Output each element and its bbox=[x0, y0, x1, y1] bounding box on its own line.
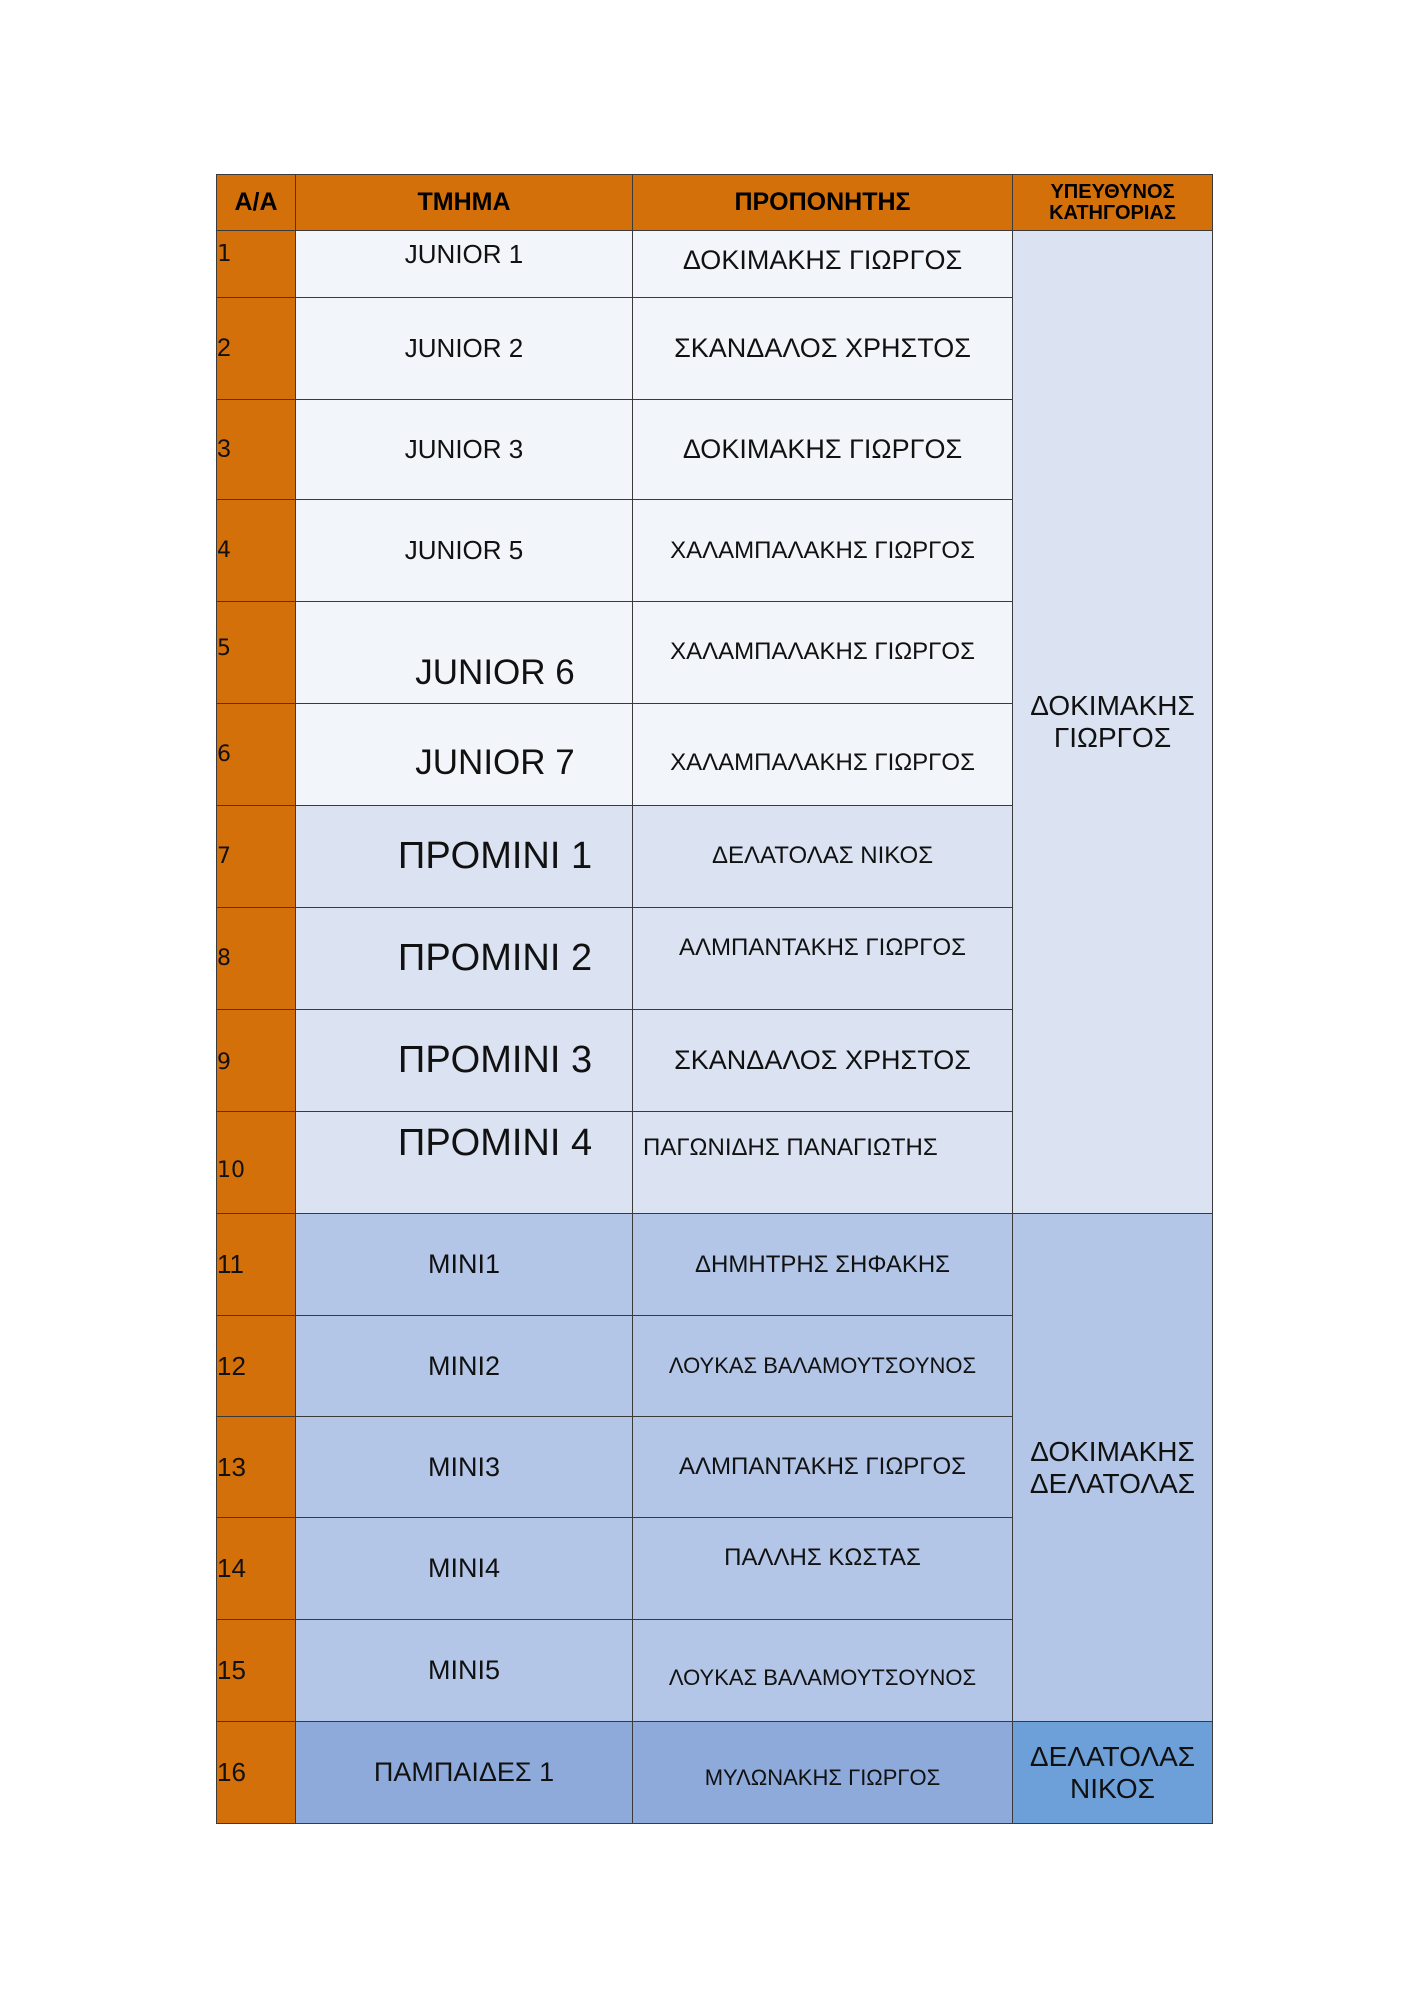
team-name: MINI5 bbox=[296, 1620, 633, 1722]
responsible-group-1 bbox=[1013, 231, 1213, 1214]
responsible-group-2 bbox=[1013, 1214, 1213, 1722]
coach-name: ΛΟΥΚΑΣ ΒΑΛΑΜΟΥΤΣΟΥΝΟΣ bbox=[633, 1316, 1013, 1417]
team-name-text: ΠΡΟΜΙΝΙ 2 bbox=[397, 937, 593, 979]
responsible-group-1-line1: ΔΟΚΙΜΑΚΗΣ bbox=[1030, 690, 1195, 721]
team-name: JUNIOR 3 bbox=[296, 400, 633, 500]
team-name-text: JUNIOR 7 bbox=[415, 742, 575, 782]
team-name: MINI3 bbox=[296, 1417, 633, 1518]
table-row bbox=[217, 1722, 1213, 1824]
team-name bbox=[296, 806, 633, 908]
team-name bbox=[296, 602, 633, 704]
table-row bbox=[217, 231, 1213, 298]
team-name: MINI1 bbox=[296, 1214, 633, 1316]
row-number: 13 bbox=[217, 1417, 296, 1518]
row-number: 1 bbox=[217, 231, 296, 298]
row-number: 3 bbox=[217, 400, 296, 500]
header-responsible: ΥΠΕΥΘΥΝΟΣ ΚΑΤΗΓΟΡΙΑΣ bbox=[1013, 175, 1213, 231]
row-number: 12 bbox=[217, 1316, 296, 1417]
team-name-text: ΠΡΟΜΙΝΙ 1 bbox=[397, 835, 593, 877]
coach-name: ΜΥΛΩΝΑΚΗΣ ΓΙΩΡΓΟΣ bbox=[633, 1722, 1013, 1824]
team-name-text: JUNIOR 6 bbox=[415, 653, 575, 692]
team-name: MINI2 bbox=[296, 1316, 633, 1417]
row-number: 6 bbox=[217, 704, 296, 806]
team-name: JUNIOR 1 bbox=[296, 231, 633, 298]
team-name: MINI4 bbox=[296, 1518, 633, 1620]
table-row bbox=[217, 1214, 1213, 1316]
header-team: ΤΜΗΜΑ bbox=[296, 175, 633, 231]
team-name bbox=[296, 704, 633, 806]
row-number: 11 bbox=[217, 1214, 296, 1316]
row-number: 15 bbox=[217, 1620, 296, 1722]
row-number: 14 bbox=[217, 1518, 296, 1620]
coach-name: ΣΚΑΝΔΑΛΟΣ ΧΡΗΣΤΟΣ bbox=[633, 1010, 1013, 1112]
responsible-group-2-line2: ΔΕΛΑΤΟΛΑΣ bbox=[1029, 1467, 1196, 1499]
responsible-group-3 bbox=[1013, 1722, 1213, 1824]
row-number: 16 bbox=[217, 1722, 296, 1824]
responsible-group-3-line1: ΔΕΛΑΤΟΛΑΣ bbox=[1029, 1740, 1196, 1772]
row-number: 8 bbox=[217, 908, 296, 1010]
coach-name: ΧΑΛΑΜΠΑΛΑΚΗΣ ΓΙΩΡΓΟΣ bbox=[633, 602, 1013, 704]
coach-name: ΛΟΥΚΑΣ ΒΑΛΑΜΟΥΤΣΟΥΝΟΣ bbox=[633, 1620, 1013, 1722]
team-name: JUNIOR 2 bbox=[296, 298, 633, 400]
row-number: 10 bbox=[217, 1112, 296, 1214]
coach-name: ΧΑΛΑΜΠΑΛΑΚΗΣ ΓΙΩΡΓΟΣ bbox=[633, 704, 1013, 806]
team-name-text: ΠΡΟΜΙΝΙ 3 bbox=[397, 1039, 593, 1081]
coach-name: ΔΟΚΙΜΑΚΗΣ ΓΙΩΡΓΟΣ bbox=[633, 400, 1013, 500]
coach-name: ΔΗΜΗΤΡΗΣ ΣΗΦΑΚΗΣ bbox=[633, 1214, 1013, 1316]
coach-name: ΠΑΛΛΗΣ ΚΩΣΤΑΣ bbox=[633, 1518, 1013, 1620]
row-number: 5 bbox=[217, 602, 296, 704]
coach-name: ΣΚΑΝΔΑΛΟΣ ΧΡΗΣΤΟΣ bbox=[633, 298, 1013, 400]
header-coach: ΠΡΟΠΟΝΗΤΗΣ bbox=[633, 175, 1013, 231]
coach-name: ΧΑΛΑΜΠΑΛΑΚΗΣ ΓΙΩΡΓΟΣ bbox=[633, 500, 1013, 602]
header-aa: Α/Α bbox=[217, 175, 296, 231]
coach-name: ΔΟΚΙΜΑΚΗΣ ΓΙΩΡΓΟΣ bbox=[633, 231, 1013, 298]
responsible-group-1-line2: ΓΙΩΡΓΟΣ bbox=[1053, 722, 1172, 753]
team-name: JUNIOR 5 bbox=[296, 500, 633, 602]
row-number: 9 bbox=[217, 1010, 296, 1112]
coach-name: ΔΕΛΑΤΟΛΑΣ ΝΙΚΟΣ bbox=[633, 806, 1013, 908]
coach-name: ΠΑΓΩΝΙΔΗΣ ΠΑΝΑΓΙΩΤΗΣ bbox=[633, 1112, 1013, 1214]
table-header-row bbox=[217, 175, 1213, 231]
team-name bbox=[296, 1010, 633, 1112]
row-number: 7 bbox=[217, 806, 296, 908]
team-name bbox=[296, 1112, 633, 1214]
team-name bbox=[296, 908, 633, 1010]
coach-name: ΑΛΜΠΑΝΤΑΚΗΣ ΓΙΩΡΓΟΣ bbox=[633, 1417, 1013, 1518]
coach-name: ΑΛΜΠΑΝΤΑΚΗΣ ΓΙΩΡΓΟΣ bbox=[633, 908, 1013, 1010]
team-name: ΠΑΜΠΑΙΔΕΣ 1 bbox=[296, 1722, 633, 1824]
row-number: 2 bbox=[217, 298, 296, 400]
roster-table bbox=[216, 174, 1213, 1824]
responsible-group-2-line1: ΔΟΚΙΜΑΚΗΣ bbox=[1030, 1435, 1195, 1467]
row-number: 4 bbox=[217, 500, 296, 602]
team-name-text: ΠΡΟΜΙΝΙ 4 bbox=[397, 1122, 593, 1164]
responsible-group-3-line2: ΝΙΚΟΣ bbox=[1070, 1772, 1155, 1804]
